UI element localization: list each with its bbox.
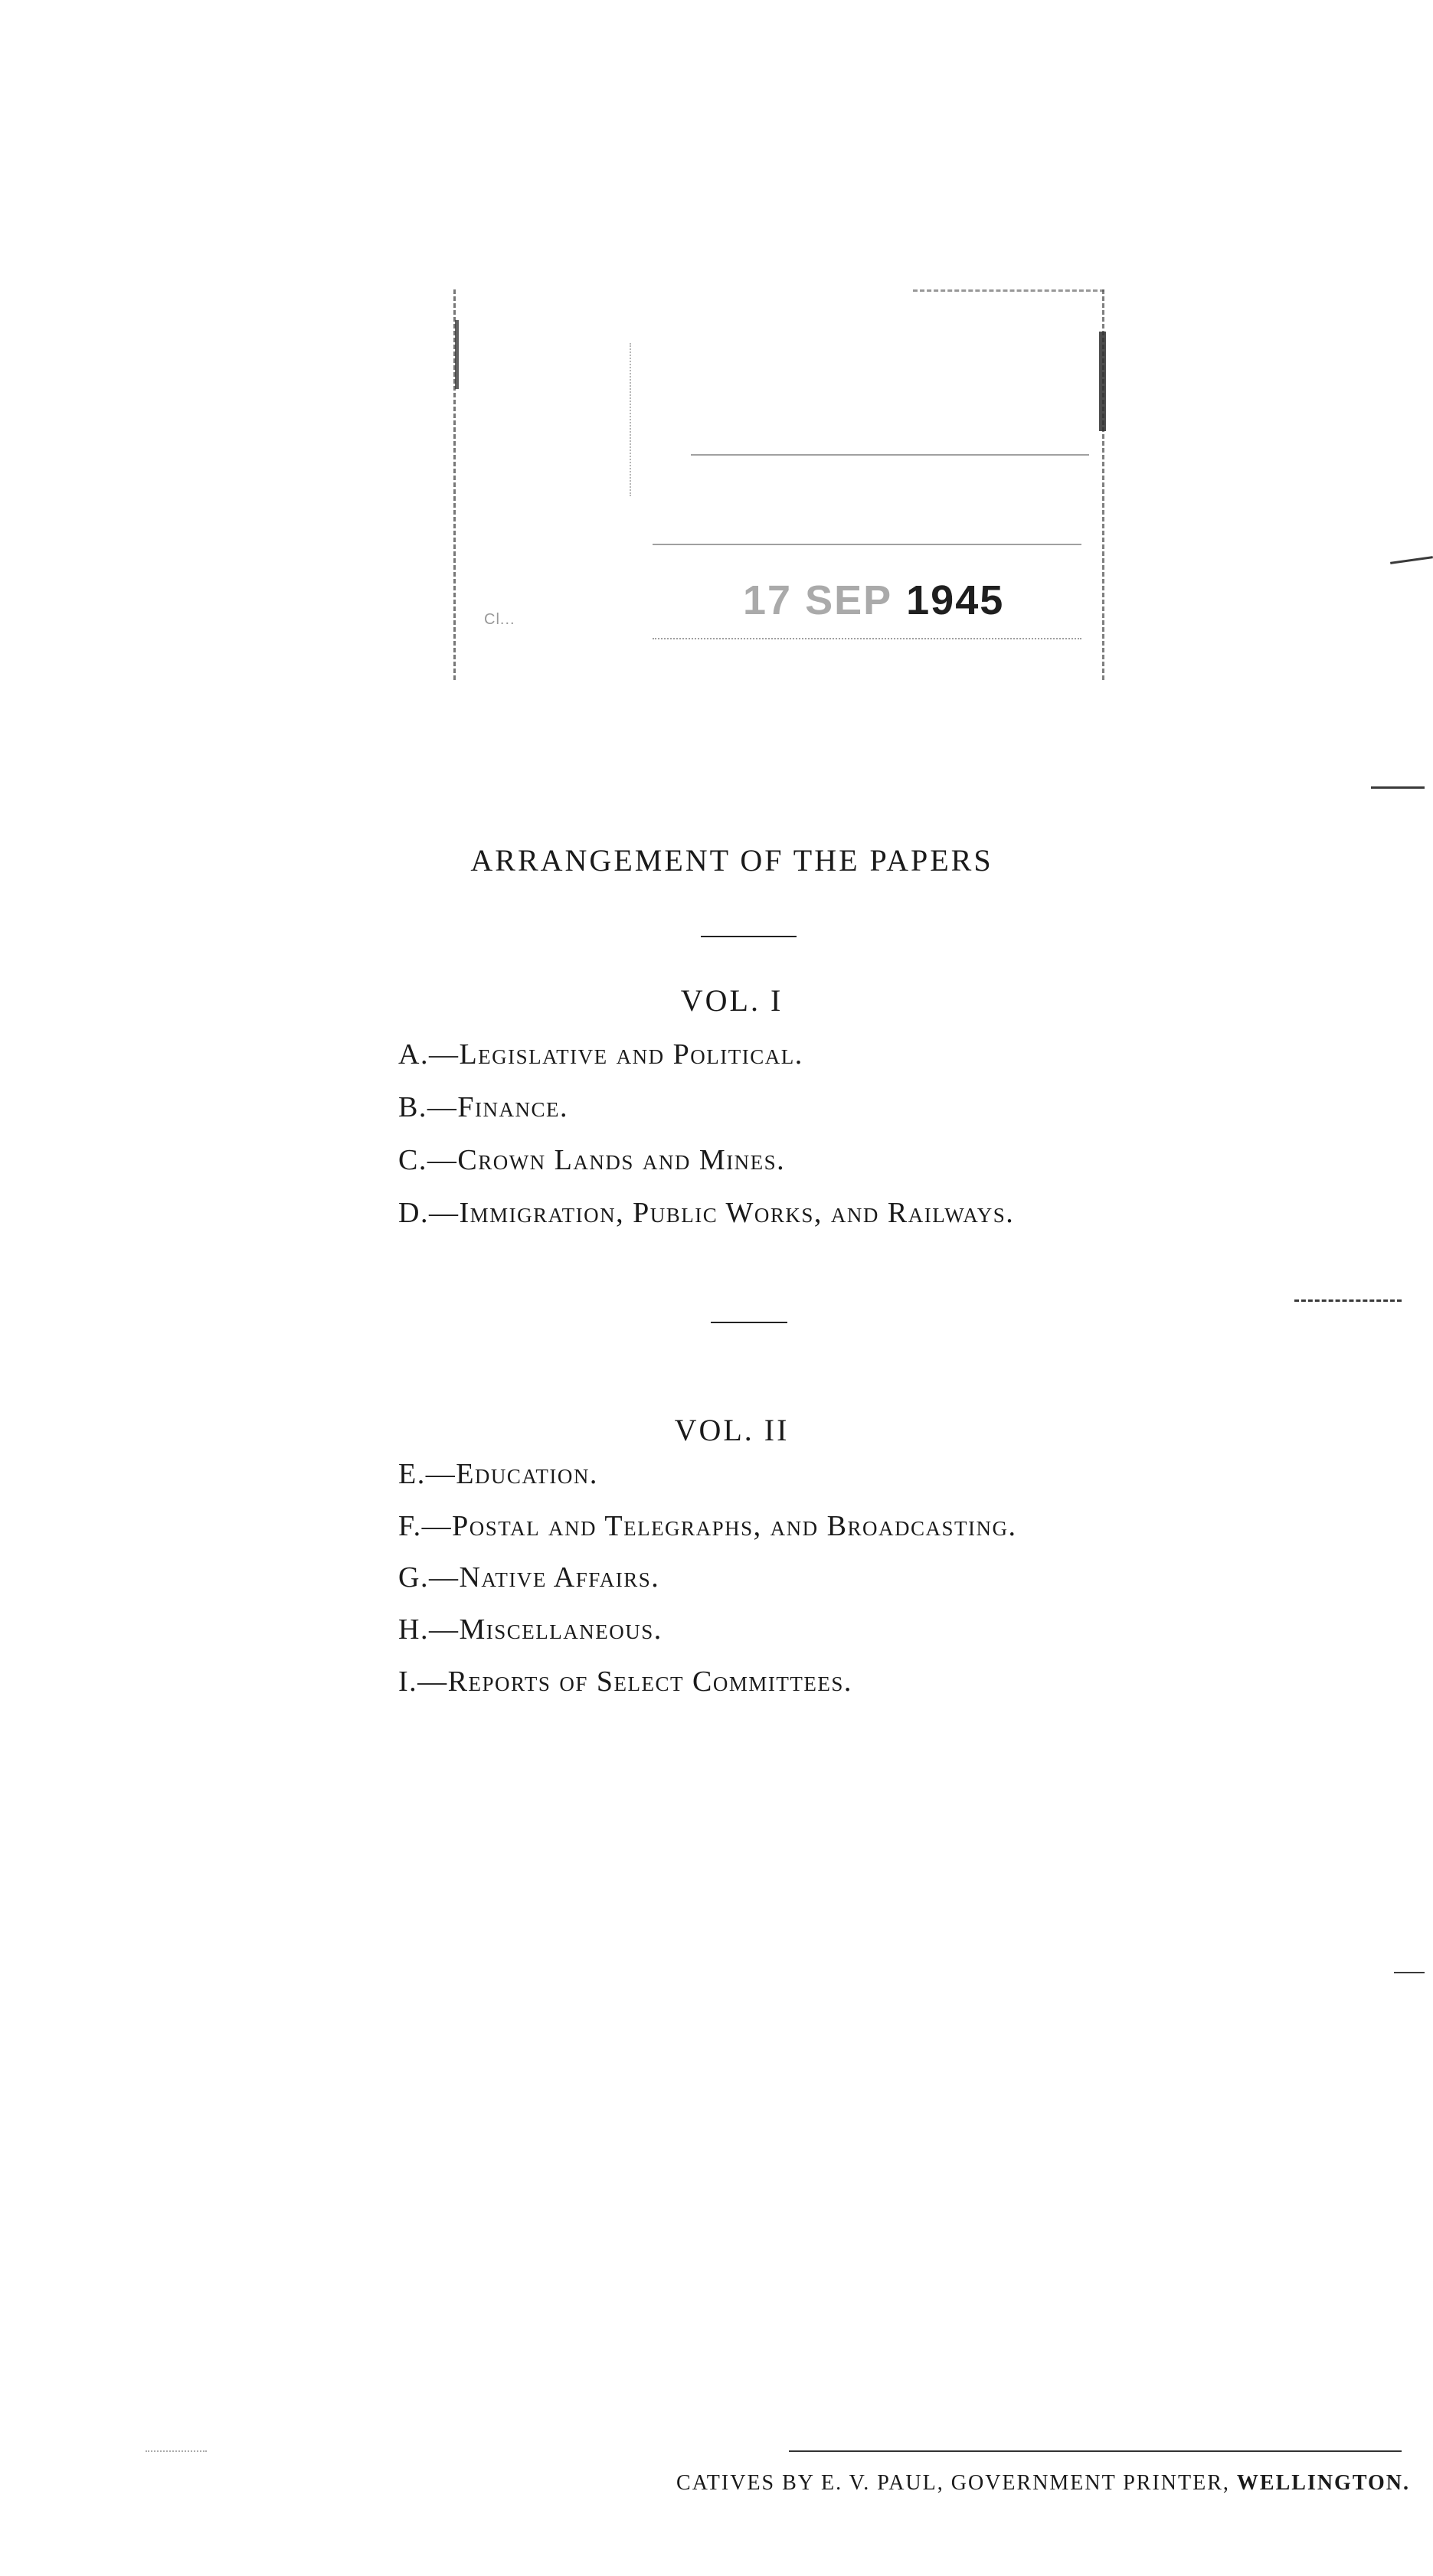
- volume-2-entry-f: F.—Postal and Telegraphs, and Broadcasting.: [398, 1510, 1017, 1542]
- volume-2-entry-g: G.—Native Affairs.: [398, 1561, 660, 1594]
- library-stamp: [453, 289, 1104, 680]
- margin-mark-2: [1371, 786, 1425, 789]
- volume-1-entry-a: A.—Legislative and Political.: [398, 1038, 803, 1071]
- volume-1-entry-d: D.—Immigration, Public Works, and Railways.: [398, 1197, 1015, 1229]
- footer-rule: [789, 2450, 1402, 2452]
- margin-mark-4: [1394, 1972, 1425, 1973]
- stamp-day-month: 17 SEP: [743, 577, 893, 623]
- stamp-left-mark: [455, 320, 459, 389]
- stamp-right-mark: [1099, 332, 1106, 431]
- volume-1-entry-c: C.—Crown Lands and Mines.: [398, 1144, 786, 1176]
- stamp-inner-divider: [630, 343, 631, 496]
- volume-1-title: VOL. I: [680, 983, 784, 1018]
- printer-imprint: [676, 2471, 1410, 2496]
- stamp-line-1: [691, 454, 1089, 456]
- margin-mark-3: [1294, 1299, 1402, 1302]
- imprint-text: CATIVES BY E. V. PAUL, GOVERNMENT PRINTER,: [676, 2471, 1230, 2495]
- volume-2-entry-i: I.—Reports of Select Committees.: [398, 1666, 852, 1698]
- volume-2-entry-e: E.—Education.: [398, 1458, 598, 1490]
- stamp-line-3: [653, 638, 1081, 639]
- stamp-line-2: [653, 544, 1081, 545]
- imprint-city: WELLINGTON.: [1236, 2471, 1410, 2495]
- volume-2-entry-h: H.—Miscellaneous.: [398, 1613, 663, 1646]
- volume-1-entry-b: B.—Finance.: [398, 1091, 568, 1123]
- stamp-top-border: [913, 289, 1104, 292]
- volume-separator-rule: [711, 1322, 787, 1323]
- margin-mark-1: [1390, 556, 1433, 564]
- footer-rule-faint: [146, 2450, 207, 2452]
- volume-2-title: VOL. II: [674, 1413, 790, 1447]
- heading-rule: [701, 936, 797, 937]
- stamp-label: Cl...: [484, 611, 515, 628]
- stamp-date: [743, 577, 1004, 624]
- page-title: ARRANGEMENT OF THE PAPERS: [470, 843, 993, 878]
- stamp-year: 1945: [906, 577, 1005, 623]
